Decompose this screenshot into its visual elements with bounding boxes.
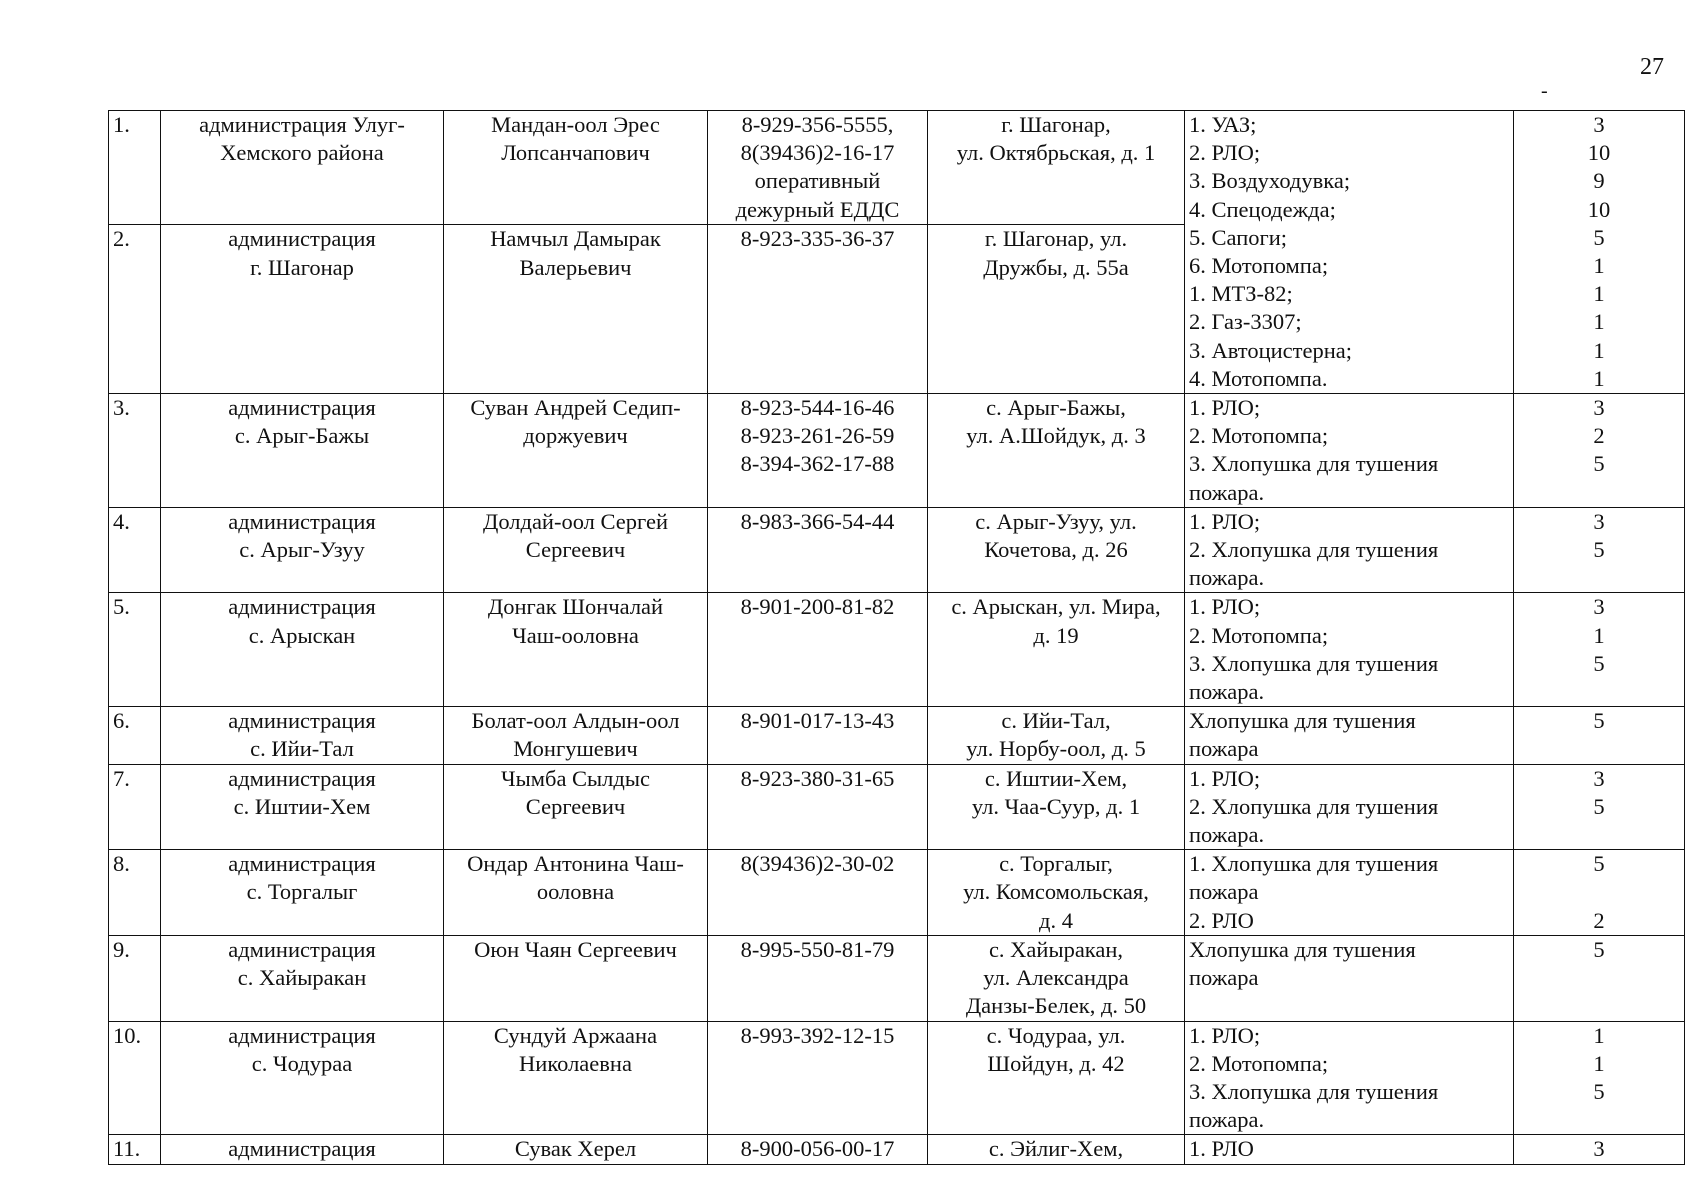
equipment-cell-line: 3. Хлопушка для тушения: [1189, 1078, 1439, 1104]
quantity-cell: [1514, 850, 1685, 936]
equipment-cell-line: 1. РЛО;: [1189, 765, 1261, 791]
responsible-person-cell-line: Валерьевич: [519, 254, 632, 280]
equipment-cell-line: 4. Спецодежда;: [1189, 196, 1336, 222]
organization-cell-line: с. Чодураа: [251, 1050, 353, 1076]
responsible-person-cell-line: Оюн Чаян Сергеевич: [474, 936, 677, 962]
quantity-cell-line: 5: [1593, 537, 1605, 563]
organization-cell: [161, 507, 444, 593]
responsible-person-cell-line: Монгушевич: [513, 736, 638, 762]
phone-cell: [708, 935, 928, 1021]
phone-cell-line: 8-923-261-26-59: [740, 423, 895, 449]
responsible-person-cell-line: Намчыл Дамырак: [490, 226, 661, 252]
quantity-cell-line: 3: [1593, 765, 1605, 791]
phone-cell-line: 8-923-335-36-37: [740, 226, 895, 252]
phone-cell-line: оперативный: [754, 168, 881, 194]
address-cell-line: Кочетова, д. 26: [984, 537, 1128, 563]
equipment-cell-line: 2. РЛО;: [1189, 140, 1261, 166]
equipment-cell-line: 1. РЛО: [1189, 1136, 1254, 1162]
quantity-cell-line: 5: [1593, 936, 1605, 962]
responsible-person-cell-line: Лопсанчапович: [501, 140, 650, 166]
address-cell: [928, 111, 1185, 225]
phone-cell-line: 8-995-550-81-79: [740, 936, 895, 962]
quantity-cell-line: 5: [1593, 1078, 1605, 1104]
address-cell-line: с. Торгалыг,: [999, 851, 1113, 877]
equipment-cell-line: 2. РЛО: [1189, 907, 1254, 933]
equipment-cell-line: 2. Хлопушка для тушения: [1189, 537, 1439, 563]
address-cell-line: с. Ийи-Тал,: [1001, 708, 1111, 734]
equipment-cell-line: пожара.: [1189, 1107, 1265, 1133]
quantity-cell-line: 5: [1593, 650, 1605, 676]
equipment-cell-line: 2. Газ-3307;: [1189, 309, 1302, 335]
address-cell-line: д. 4: [1039, 907, 1073, 933]
responsible-person-cell: [444, 111, 708, 225]
quantity-cell-line: 10: [1587, 140, 1611, 166]
equipment-cell-line: Хлопушка для тушения: [1189, 936, 1416, 962]
equipment-cell: [1185, 1135, 1514, 1165]
phone-cell-line: 8-901-017-13-43: [740, 708, 895, 734]
quantity-cell-line: 1: [1593, 365, 1605, 391]
organization-cell: [161, 1021, 444, 1135]
address-cell-line: с. Арыг-Узуу, ул.: [975, 508, 1137, 534]
responsible-person-cell: [444, 593, 708, 707]
address-cell-line: Данзы-Белек, д. 50: [965, 993, 1147, 1019]
table-body: [109, 111, 1685, 1165]
row-number: 4.: [109, 507, 161, 593]
phone-cell: [708, 1135, 928, 1165]
phone-cell: [708, 707, 928, 764]
quantity-cell-line: 5: [1593, 851, 1605, 877]
responsible-person-cell: [444, 850, 708, 936]
address-cell: [928, 225, 1185, 394]
address-cell-line: с. Арыскан, ул. Мира,: [951, 594, 1161, 620]
responsible-person-cell: [444, 225, 708, 394]
quantity-cell-line: 3: [1593, 594, 1605, 620]
responsible-person-cell-line: Чаш-ооловна: [512, 622, 639, 648]
responsible-person-cell-line: Донгак Шончалай: [487, 594, 664, 620]
table-row: [109, 111, 1685, 225]
equipment-cell-line: 3. Хлопушка для тушения: [1189, 650, 1439, 676]
organization-cell-line: администрация: [228, 1022, 376, 1048]
quantity-cell-line: 2: [1593, 423, 1605, 449]
address-cell-line: ул. А.Шойдук, д. 3: [966, 423, 1146, 449]
row-number: 11.: [109, 1135, 161, 1165]
organization-cell: [161, 111, 444, 225]
responsible-person-cell: [444, 394, 708, 508]
organization-cell-line: с. Арыг-Бажы: [234, 423, 370, 449]
phone-cell: [708, 1021, 928, 1135]
quantity-cell-line: 1: [1593, 622, 1605, 648]
responsible-person-cell-line: Долдай-оол Сергей: [482, 508, 669, 534]
organization-cell-line: администрация: [228, 765, 376, 791]
organization-cell-line: администрация: [228, 395, 376, 421]
quantity-cell-line: 1: [1593, 253, 1605, 279]
table-row: [109, 764, 1685, 850]
row-number: 5.: [109, 593, 161, 707]
organization-cell-line: администрация: [228, 936, 376, 962]
table-row: [109, 394, 1685, 508]
quantity-cell-line: 5: [1593, 708, 1605, 734]
address-cell-line: с. Арыг-Бажы,: [986, 395, 1126, 421]
responsible-person-cell-line: Сергеевич: [525, 537, 626, 563]
table-row: [109, 593, 1685, 707]
table-row: [109, 507, 1685, 593]
responsible-person-cell-line: Сундуй Аржаана: [493, 1022, 658, 1048]
address-cell-line: ул. Октябрьская, д. 1: [956, 140, 1156, 166]
quantity-cell-line: [1518, 735, 1680, 763]
quantity-cell-line: 3: [1593, 395, 1605, 421]
responsible-person-cell: [444, 707, 708, 764]
address-cell-line: с. Иштии-Хем,: [984, 765, 1128, 791]
quantity-cell-line: 1: [1593, 337, 1605, 363]
equipment-cell-line: 3. Хлопушка для тушения: [1189, 451, 1439, 477]
equipment-cell-line: 2. Мотопомпа;: [1189, 622, 1329, 648]
quantity-cell-line: 5: [1593, 793, 1605, 819]
equipment-cell: [1185, 764, 1514, 850]
responsible-person-cell-line: Мандан-оол Эрес: [491, 112, 660, 137]
equipment-cell-line: пожара: [1189, 965, 1259, 991]
equipment-cell-line: пожара.: [1189, 822, 1265, 848]
organization-cell-line: Хемского района: [220, 140, 384, 166]
equipment-cell: [1185, 850, 1514, 936]
row-number: 3.: [109, 394, 161, 508]
responsible-person-cell-line: доржуевич: [523, 423, 628, 449]
organization-cell: [161, 850, 444, 936]
equipment-cell-line: 1. МТЗ-82;: [1189, 281, 1293, 307]
organization-cell-line: администрация Улуг-: [199, 112, 405, 137]
organization-cell-line: с. Арыг-Узуу: [239, 537, 365, 563]
organization-cell-line: администрация: [228, 708, 376, 734]
organization-cell: [161, 593, 444, 707]
organization-cell-line: администрация: [228, 508, 376, 534]
responsible-person-cell: [444, 1135, 708, 1165]
quantity-cell-line: [1518, 678, 1680, 706]
phone-cell: [708, 225, 928, 394]
organization-cell-line: с. Торгалыг: [246, 879, 358, 905]
quantity-cell-line: 1: [1593, 1050, 1605, 1076]
corner-mark: -: [1541, 80, 1548, 102]
phone-cell-line: 8-900-056-00-17: [740, 1136, 895, 1162]
row-number: 1.: [109, 111, 161, 225]
phone-cell-line: 8-923-380-31-65: [740, 765, 895, 791]
quantity-cell: [1514, 1021, 1685, 1135]
quantity-cell: [1514, 507, 1685, 593]
responsible-person-cell-line: Болат-оол Алдын-оол: [471, 708, 680, 734]
organization-cell: [161, 935, 444, 1021]
equipment-cell-line: 2. Мотопомпа;: [1189, 1050, 1329, 1076]
table-row: [109, 1021, 1685, 1135]
address-cell: [928, 1135, 1185, 1165]
responsible-person-cell-line: Суван Андрей Седип-: [470, 395, 681, 421]
phone-cell-line: 8-901-200-81-82: [740, 594, 895, 620]
equipment-cell-line: Хлопушка для тушения: [1189, 708, 1416, 734]
phone-cell: [708, 593, 928, 707]
organization-cell-line: с. Арыскан: [248, 622, 356, 648]
quantity-cell-line: 3: [1593, 1136, 1605, 1162]
equipment-cell-line: 1. УАЗ;: [1189, 112, 1257, 137]
address-cell: [928, 935, 1185, 1021]
phone-cell: [708, 394, 928, 508]
organization-cell: [161, 1135, 444, 1165]
equipment-cell: [1185, 394, 1514, 508]
row-number: 8.: [109, 850, 161, 936]
quantity-cell-line: 1: [1593, 1022, 1605, 1048]
address-cell-line: с. Чодураа, ул.: [986, 1022, 1126, 1048]
equipment-cell-line: 5. Сапоги;: [1189, 224, 1288, 250]
quantity-cell-line: [1518, 479, 1680, 507]
phone-cell-line: 8-993-392-12-15: [740, 1022, 895, 1048]
address-cell-line: ул. Комсомольская,: [963, 879, 1149, 905]
address-cell-line: ул. Александра: [983, 965, 1129, 991]
quantity-cell: [1514, 593, 1685, 707]
address-cell-line: д. 19: [1033, 622, 1079, 648]
phone-cell-line: 8-929-356-5555,: [741, 112, 894, 137]
quantity-cell-line: [1518, 878, 1680, 906]
address-cell-line: с. Эйлиг-Хем,: [988, 1136, 1124, 1162]
organization-cell-line: администрация: [228, 1136, 376, 1162]
responsible-person-cell: [444, 935, 708, 1021]
address-cell-line: Дружбы, д. 55а: [983, 254, 1129, 280]
address-cell: [928, 764, 1185, 850]
organization-cell-line: администрация: [228, 226, 376, 252]
address-cell-line: с. Хайыракан,: [988, 936, 1124, 962]
table-row: [109, 850, 1685, 936]
equipment-cell: [1185, 1021, 1514, 1135]
responsible-person-cell-line: Чымба Сылдыс: [501, 765, 650, 791]
equipment-cell: [1185, 593, 1514, 707]
quantity-cell-line: 1: [1593, 309, 1605, 335]
phone-cell-line: 8-983-366-54-44: [740, 508, 895, 534]
address-cell-line: Шойдун, д. 42: [987, 1050, 1125, 1076]
equipment-cell: [1185, 507, 1514, 593]
responsible-person-cell-line: Сувак Херел: [514, 1136, 637, 1162]
address-cell-line: г. Шагонар, ул.: [984, 226, 1128, 252]
row-number: 6.: [109, 707, 161, 764]
address-cell-line: ул. Чаа-Суур, д. 1: [971, 793, 1141, 819]
equipment-cell-line: пожара.: [1189, 479, 1265, 505]
quantity-cell-line: 1: [1593, 281, 1605, 307]
quantity-cell-line: 3: [1593, 508, 1605, 534]
organization-cell-line: администрация: [228, 851, 376, 877]
address-cell-line: г. Шагонар,: [1001, 112, 1111, 137]
organization-cell: [161, 225, 444, 394]
table-row: [109, 935, 1685, 1021]
phone-cell-line: 8-923-544-16-46: [740, 395, 895, 421]
organization-cell-line: г. Шагонар: [250, 254, 354, 280]
address-cell-line: ул. Норбу-оол, д. 5: [966, 736, 1146, 762]
quantity-cell: [1514, 1135, 1685, 1165]
address-cell: [928, 707, 1185, 764]
phone-cell-line: дежурный ЕДДС: [735, 196, 900, 222]
equipment-cell: [1185, 935, 1514, 1021]
quantity-cell-line: [1518, 821, 1680, 849]
equipment-cell-line: пожара: [1189, 879, 1259, 905]
address-cell: [928, 593, 1185, 707]
phone-cell-line: 8-394-362-17-88: [740, 451, 895, 477]
phone-cell: [708, 507, 928, 593]
table-row: [109, 707, 1685, 764]
organization-cell: [161, 707, 444, 764]
equipment-cell-line: 3. Воздуходувка;: [1189, 168, 1351, 194]
quantity-cell-line: 3: [1593, 112, 1605, 137]
organization-cell-line: с. Хайыракан: [237, 965, 367, 991]
equipment-cell-line: пожара: [1189, 736, 1259, 762]
organization-cell-line: с. Ийи-Тал: [250, 736, 354, 762]
organization-cell: [161, 394, 444, 508]
quantity-cell-line: 5: [1593, 451, 1605, 477]
equipment-cell: [1185, 111, 1514, 394]
phone-cell-line: 8(39436)2-16-17: [740, 140, 895, 166]
equipment-cell-line: 1. РЛО;: [1189, 594, 1261, 620]
responsible-person-cell-line: Ондар Антонина Чаш-: [467, 851, 684, 877]
equipment-cell: [1185, 707, 1514, 764]
equipment-cell-line: 1. Хлопушка для тушения: [1189, 851, 1439, 877]
phone-cell: [708, 850, 928, 936]
equipment-cell-line: 1. РЛО;: [1189, 395, 1261, 421]
row-number: 9.: [109, 935, 161, 1021]
quantity-cell: [1514, 764, 1685, 850]
row-number: 10.: [109, 1021, 161, 1135]
responsible-person-cell-line: ооловна: [536, 879, 615, 905]
quantity-cell: [1514, 935, 1685, 1021]
phone-cell: [708, 111, 928, 225]
organization-cell-line: администрация: [228, 594, 376, 620]
quantity-cell-line: [1518, 964, 1680, 992]
phone-cell: [708, 764, 928, 850]
quantity-cell-line: 5: [1593, 224, 1605, 250]
responsible-person-cell: [444, 764, 708, 850]
address-cell: [928, 1021, 1185, 1135]
equipment-cell-line: пожара.: [1189, 679, 1265, 705]
equipment-cell-line: 1. РЛО;: [1189, 1022, 1261, 1048]
quantity-cell-line: 10: [1587, 196, 1611, 222]
address-cell: [928, 507, 1185, 593]
responsibility-table: [108, 110, 1685, 1165]
quantity-cell: [1514, 707, 1685, 764]
responsible-person-cell-line: Николаевна: [519, 1050, 632, 1076]
equipment-cell-line: 2. Мотопомпа;: [1189, 423, 1329, 449]
quantity-cell-line: 2: [1593, 907, 1605, 933]
page-number: 27: [1640, 54, 1664, 80]
equipment-cell-line: пожара.: [1189, 565, 1265, 591]
address-cell: [928, 394, 1185, 508]
quantity-cell-line: 9: [1593, 168, 1605, 194]
table-row: [109, 1135, 1685, 1165]
responsible-person-cell-line: Сергеевич: [525, 793, 626, 819]
equipment-cell-line: 1. РЛО;: [1189, 508, 1261, 534]
organization-cell-line: с. Иштии-Хем: [233, 793, 371, 819]
responsible-person-cell: [444, 507, 708, 593]
address-cell: [928, 850, 1185, 936]
quantity-cell-line: [1518, 564, 1680, 592]
equipment-cell-line: 4. Мотопомпа.: [1189, 365, 1328, 391]
responsible-person-cell: [444, 1021, 708, 1135]
organization-cell: [161, 764, 444, 850]
row-number: 2.: [109, 225, 161, 394]
equipment-cell-line: 6. Мотопомпа;: [1189, 253, 1329, 279]
equipment-cell-line: 2. Хлопушка для тушения: [1189, 793, 1439, 819]
quantity-cell: [1514, 111, 1685, 394]
quantity-cell: [1514, 394, 1685, 508]
phone-cell-line: 8(39436)2-30-02: [740, 851, 895, 877]
quantity-cell-line: [1518, 1106, 1680, 1134]
equipment-cell-line: 3. Автоцистерна;: [1189, 337, 1353, 363]
row-number: 7.: [109, 764, 161, 850]
